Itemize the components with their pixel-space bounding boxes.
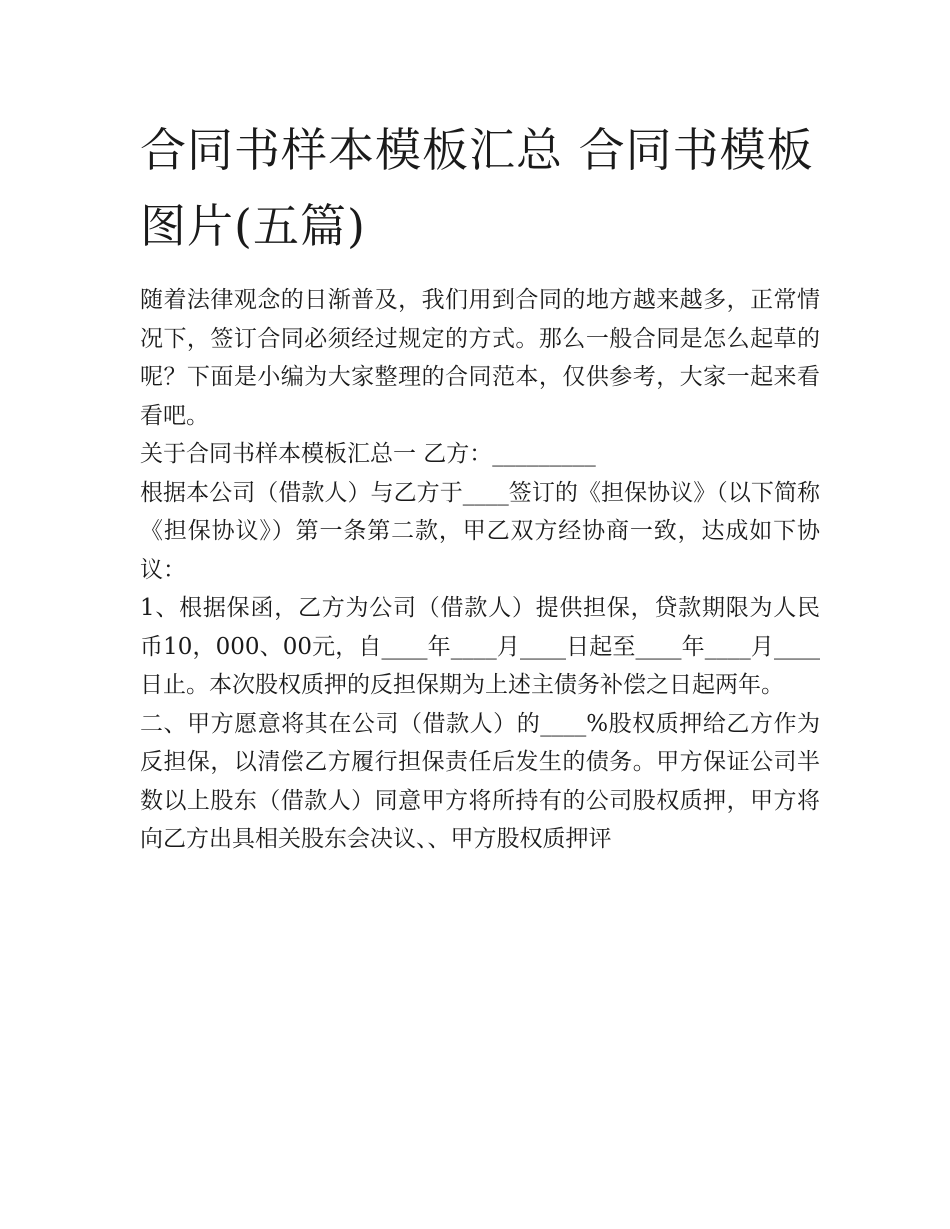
clause-2-paragraph: 二、甲方愿意将其在公司（借款人）的____%股权质押给乙方作为反担保，以清偿乙方履行担保责任后发生的债务。甲方保证公司半数以上股东（借款人）同意甲方将所持有的公司股权质押，甲方将向乙方出具相关股东会决议、、甲方股权质押评 <box>140 710 820 852</box>
document-body <box>140 281 820 859</box>
intro-paragraph: 随着法律观念的日渐普及，我们用到合同的地方越来越多，正常情况下，签订合同必须经过规定的方式。那么一般合同是怎么起草的呢？下面是小编为大家整理的合同范本，仅供参考，大家一起来看看吧。 <box>140 287 820 429</box>
clause-1-paragraph: 1、根据保函，乙方为公司（借款人）提供担保，贷款期限为人民币10，000、00元，自____年____月____日起至____年____月____日止。本次股权质押的反担保期为上述主债务补偿之日起两年。 <box>140 595 820 698</box>
section-heading-paragraph: 关于合同书样本模板汇总一 乙方：_________ <box>140 441 596 467</box>
document-title: 合同书样本模板汇总 合同书模板图片(五篇) <box>140 123 814 253</box>
agreement-preamble-paragraph: 根据本公司（借款人）与乙方于____签订的《担保协议》（以下简称《担保协议》）第一条第二款，甲乙双方经协商一致，达成如下协议： <box>140 479 820 583</box>
